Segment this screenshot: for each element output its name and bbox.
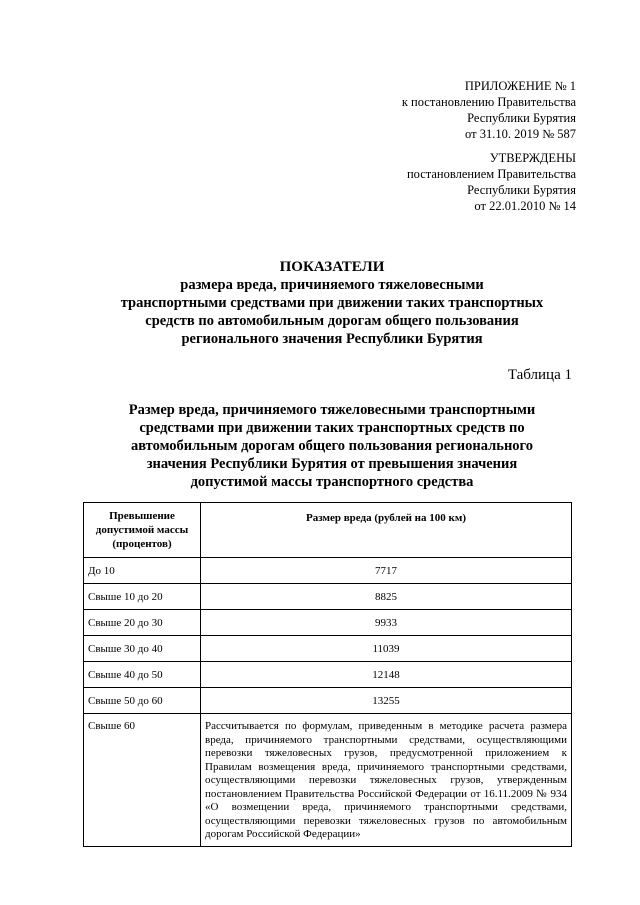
table-label: Таблица 1 [507,367,572,383]
document-title [90,258,574,348]
cell-harm: 13255 [201,688,572,714]
caption-line-1: Размер вреда, причиняемого тяжеловесными транспортными [128,402,536,418]
cell-harm: 7717 [201,558,572,584]
table-row [84,584,572,610]
caption-line-4: значения Республики Бурятия от превышения значения [146,456,518,472]
approved-line-4: от 22.01.2010 № 14 [474,199,576,213]
header-harm: Размер вреда (рублей на 100 км) [201,503,572,558]
caption-line-3: автомобильным дорогам общего пользования регионального [130,438,534,454]
cell-excess: Свыше 10 до 20 [84,584,201,610]
table-row [84,662,572,688]
header-excess [84,503,201,558]
cell-excess: До 10 [84,558,201,584]
table-row [84,610,572,636]
header-excess-line-3: (процентов) [112,538,172,550]
table-caption [96,401,568,491]
table-row [84,688,572,714]
cell-excess: Свыше 20 до 30 [84,610,201,636]
cell-harm-formula: Рассчитывается по формулам, приведенным в методике расчета размера вреда, причиняемого транспортными средствами, осуществляющими перевозки тяжеловесных грузов, предусмотренной приложением к Правилам возмещения вреда, причиняемого транспортными средствами, осуществляющими перевозки тяжеловесных грузов, утвержденным постановлением Правительства Российской Федерации от 16.11.2009 № 934 «О возмещении вреда, причиняемого транспортными средствами, осуществляющими перевозки тяжеловесных грузов по автомобильным дорогам Российской Федерации» [201,714,572,847]
table-row [84,558,572,584]
cell-excess: Свыше 60 [84,714,201,847]
title-line-1: ПОКАЗАТЕЛИ [279,259,385,275]
appendix-line-2: к постановлению Правительства [401,95,576,109]
appendix-block [402,78,576,142]
caption-line-5: допустимой массы транспортного средства [190,474,474,490]
approved-block [407,150,576,214]
cell-excess: Свыше 50 до 60 [84,688,201,714]
cell-excess: Свыше 40 до 50 [84,662,201,688]
harm-table [83,502,572,847]
cell-harm: 8825 [201,584,572,610]
title-line-2: размера вреда, причиняемого тяжеловесными [180,277,484,293]
title-line-5: регионального значения Республики Бурятия [181,331,483,347]
caption-line-2: средствами при движении таких транспортных средств по [139,420,525,436]
table-row [84,636,572,662]
cell-harm: 12148 [201,662,572,688]
title-line-3: транспортными средствами при движении таких транспортных [120,295,544,311]
appendix-line-4: от 31.10. 2019 № 587 [465,127,576,141]
table-header-row [84,503,572,558]
approved-line-3: Республики Бурятия [467,183,576,197]
appendix-line-3: Республики Бурятия [467,111,576,125]
cell-harm: 9933 [201,610,572,636]
title-line-4: средств по автомобильным дорогам общего пользования [145,313,519,329]
cell-harm: 11039 [201,636,572,662]
approved-line-1: УТВЕРЖДЕНЫ [489,151,576,165]
header-excess-line-2: допустимой массы [95,524,189,536]
appendix-line-1: ПРИЛОЖЕНИЕ № 1 [464,79,576,93]
cell-excess: Свыше 30 до 40 [84,636,201,662]
approved-line-2: постановлением Правительства [406,167,576,181]
table-row [84,714,572,847]
header-excess-line-1: Превышение [109,510,175,522]
